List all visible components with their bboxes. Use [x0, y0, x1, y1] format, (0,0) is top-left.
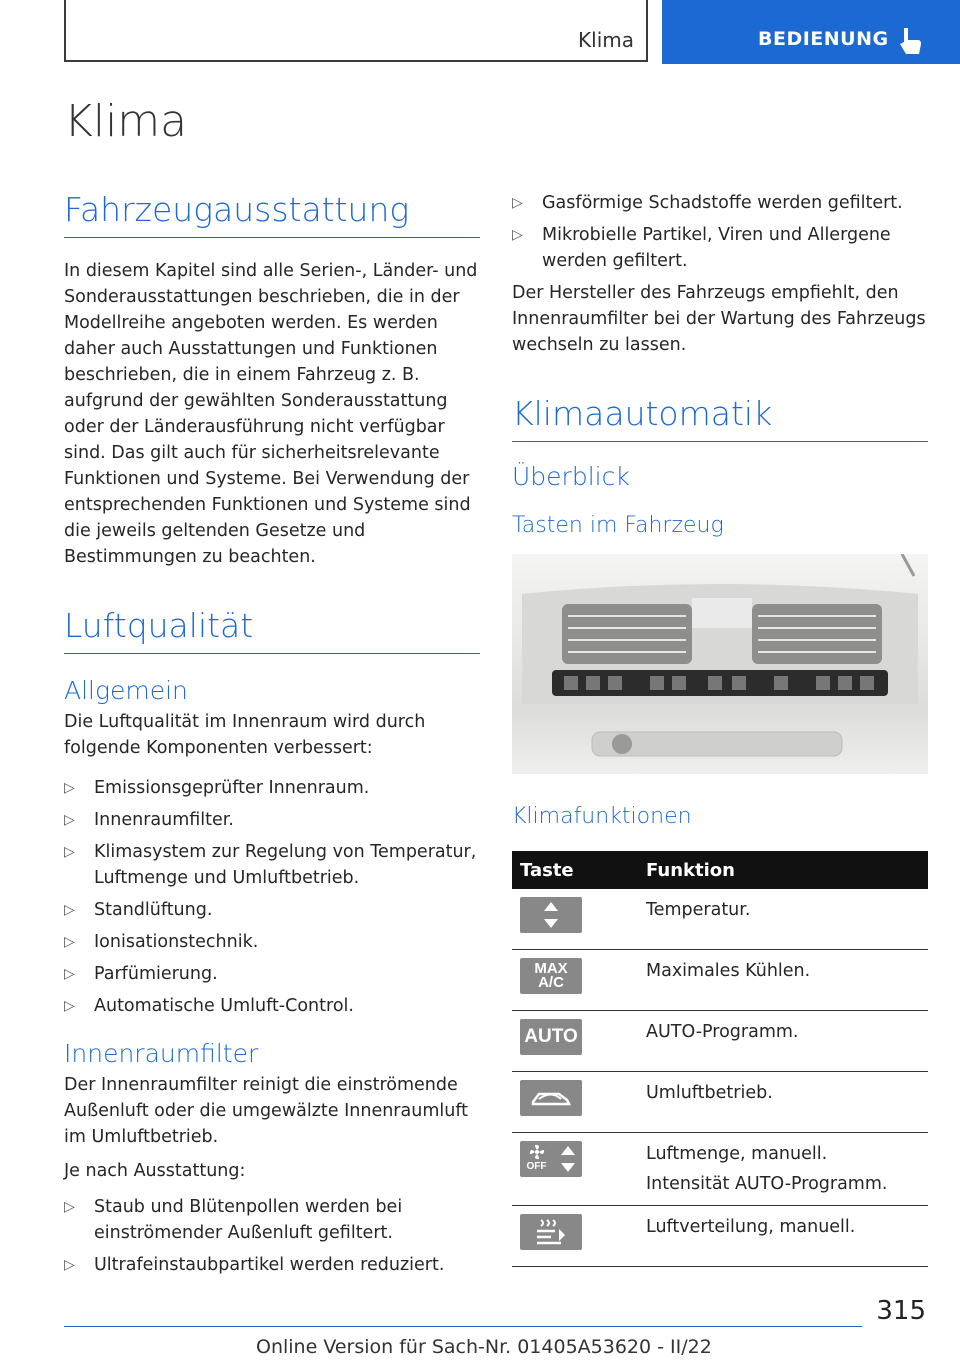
table-row: [512, 889, 928, 950]
list-allgemein: [64, 775, 480, 1019]
list-item: ▷ Automatische Umluft-Control.: [64, 993, 480, 1019]
table-row: [512, 1072, 928, 1133]
table-cell-function: Luftverteilung, manuell.: [638, 1206, 928, 1267]
table-row: [512, 1011, 928, 1072]
paragraph-hersteller: Der Hersteller des Fahrzeugs empfiehlt, den Innenraumfilter bei der Wartung des Fahrzeugs wechseln zu lassen.: [512, 283, 926, 355]
heading-tasten: Tasten im Fahrzeug: [512, 513, 724, 538]
right-column: [512, 190, 928, 1267]
temperature-arrows-icon: [520, 897, 582, 933]
list-item: ▷ Standlüftung.: [64, 897, 480, 923]
table-row: [512, 950, 928, 1011]
max-ac-icon: MAX A/C: [520, 958, 582, 994]
heading-fahrzeugausstattung: Fahrzeugausstattung: [64, 180, 480, 238]
heading-innenraumfilter: Innenraumfilter: [64, 1039, 259, 1068]
header-section-box: [64, 0, 648, 62]
dashboard-photo: [512, 554, 928, 774]
list-item: ▷ Gasförmige Schadstoffe werden gefiltert.: [512, 190, 928, 216]
hand-pointer-icon: [898, 26, 922, 56]
table-cell-function: Temperatur.: [638, 889, 928, 950]
heading-luftqualitaet: Luftqualität: [64, 596, 480, 654]
paragraph-allgemein: Die Luftqualität im Innenraum wird durch folgende Komponenten verbessert:: [64, 712, 426, 758]
list-item: ▷ Emissionsgeprüfter Innenraum.: [64, 775, 480, 801]
fan-arrows-icon: OFF: [520, 1141, 582, 1177]
list-item: ▷ Klimasystem zur Regelung von Temperatur, Luftmenge und Umluftbetrieb.: [64, 839, 480, 891]
heading-ueberblick: Überblick: [512, 462, 630, 491]
auto-icon: AUTO: [520, 1019, 582, 1055]
heading-klimaautomatik: Klimaautomatik: [512, 384, 928, 442]
table-header-row: [512, 851, 928, 889]
climate-function-table: [512, 851, 928, 1267]
left-column: [64, 180, 480, 1284]
table-row: [512, 1133, 928, 1206]
header-chapter-box: [662, 0, 960, 64]
table-cell-function: AUTO-Programm.: [638, 1011, 928, 1072]
recirculation-car-icon: [520, 1080, 582, 1116]
table-cell-function: Maximales Kühlen.: [638, 950, 928, 1011]
climate-panel-illustration: [512, 554, 928, 774]
list-item: ▷ Innenraumfilter.: [64, 807, 480, 833]
air-distribution-icon: [520, 1214, 582, 1250]
paragraph-innenraumfilter: Der Innenraumfilter reinigt die einströmende Außenluft oder die umgewälzte Innenraumluft im Umluftbetrieb.: [64, 1075, 469, 1147]
page-number: 315: [876, 1296, 926, 1326]
heading-klimafunktionen: Klimafunktionen: [512, 804, 692, 829]
header-chapter: BEDIENUNG: [758, 28, 889, 50]
header-taste: Taste: [512, 851, 638, 889]
list-item: ▷ Mikrobielle Partikel, Viren und Allergene werden gefiltert.: [512, 222, 928, 274]
header-section: Klima: [578, 28, 634, 52]
heading-allgemein: Allgemein: [64, 676, 188, 705]
page-title: Klima: [64, 96, 188, 147]
list-item: ▷ Parfümierung.: [64, 961, 480, 987]
table-cell-function: Luftmenge, manuell. Intensität AUTO-Programm.: [638, 1133, 928, 1206]
paragraph-ausstattung: Je nach Ausstattung:: [64, 1161, 246, 1181]
paragraph-fahrzeugausstattung: In diesem Kapitel sind alle Serien-, Länder- und Sonderausstattungen beschrieben, die in der Modellreihe angeboten werden. Es werden daher auch Ausstattungen und Funktionen beschrieben, die in einem Fahrzeug z. B. aufgrund der gewählten Sonderausstattung oder der Länderausführung nicht verfügbar sind. Das gilt auch für sicherheitsrelevante Funktionen und Systeme. Bei Verwendung der entsprechenden Funktionen und Systeme sind die jeweils geltenden Gesetze und Bestimmungen zu beachten.: [64, 261, 478, 567]
list-filter: [64, 1194, 480, 1278]
footer-divider: [64, 1326, 862, 1327]
list-filter-continued: [512, 190, 928, 274]
footer-text: Online Version für Sach-Nr. 01405A53620 - II/22: [256, 1336, 712, 1358]
list-item: ▷ Staub und Blütenpollen werden bei einströmender Außenluft gefiltert.: [64, 1194, 480, 1246]
header-funktion: Funktion: [638, 851, 928, 889]
table-row: [512, 1206, 928, 1267]
list-item: ▷ Ionisationstechnik.: [64, 929, 480, 955]
list-item: ▷ Ultrafeinstaubpartikel werden reduziert.: [64, 1252, 480, 1278]
table-cell-function: Umluftbetrieb.: [638, 1072, 928, 1133]
